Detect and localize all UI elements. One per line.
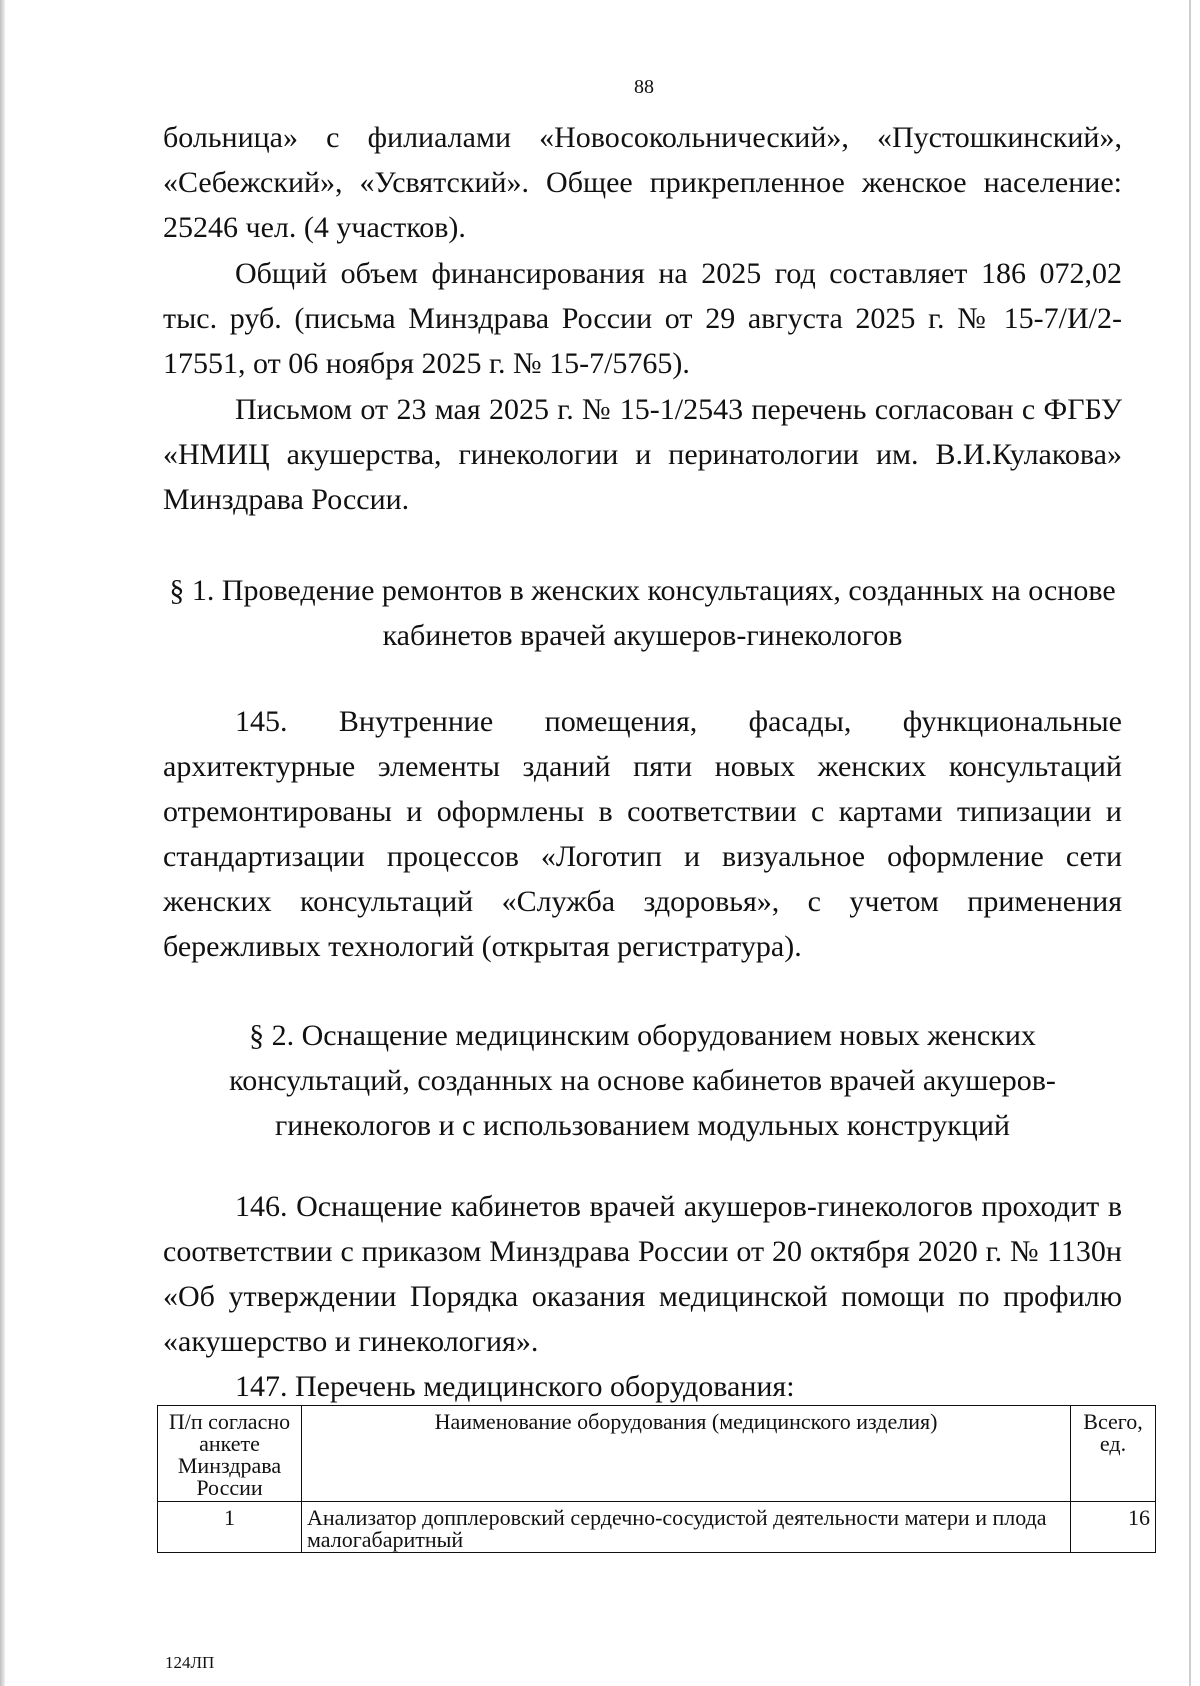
- table-header-row: [158, 1406, 1156, 1502]
- section-2-heading-line-1: § 2. Оснащение медицинским оборудованием новых женских: [249, 1019, 1036, 1052]
- row-number: 1: [158, 1502, 302, 1553]
- footer-document-code: 124ЛП: [165, 1653, 215, 1672]
- equipment-table: [157, 1405, 1156, 1553]
- section-2-heading: [163, 1013, 1122, 1148]
- row-total-units: 16: [1071, 1502, 1156, 1553]
- row-equipment-name: Анализатор допплеровский сердечно-сосудистой деятельности матери и плода малогабаритный: [302, 1502, 1071, 1553]
- section-2-heading-line-2: консультаций, созданных на основе кабинетов врачей акушеров-: [229, 1064, 1056, 1097]
- paragraph-approval: Письмом от 23 мая 2025 г. № 15-1/2543 перечень согласован с ФГБУ «НМИЦ акушерства, гинекологии и перинатологии им. В.И.Кулакова» Минздрава России.: [163, 393, 1122, 516]
- section-1-heading: [163, 568, 1122, 658]
- table-row: [158, 1502, 1156, 1553]
- paragraph-funding: Общий объем финансирования на 2025 год составляет 186 072,02 тыс. руб. (письма Минздрава России от 29 августа 2025 г. № 15-7/И/2-17551, от 06 ноября 2025 г. № 15-7/5765).: [163, 257, 1122, 380]
- scan-edge-left: [0, 0, 5, 1686]
- paragraph-146: 146. Оснащение кабинетов врачей акушеров-гинекологов проходит в соответствии с приказом Минздрава России от 20 октября 2020 г. № 1130н «Об утверждении Порядка оказания медицинской помощи по профилю «акушерство и гинекология».: [163, 1190, 1122, 1358]
- section-1-heading-line-1: § 1. Проведение ремонтов в женских консультациях, созданных на основе: [169, 574, 1116, 607]
- section-2-heading-line-3: гинекологов и с использованием модульных конструкций: [275, 1109, 1010, 1142]
- page-number: 88: [634, 76, 654, 98]
- header-equipment-name: Наименование оборудования (медицинского изделия): [302, 1406, 1071, 1502]
- paragraph-hospital-branches: больница» с филиалами «Новосокольнический», «Пустошкинский», «Себежский», «Усвятский». Общее прикрепленное женское население: 25246 чел. (4 участков).: [163, 121, 1122, 244]
- header-number: П/п согласно анкете Минздрава России: [158, 1406, 302, 1502]
- paragraph-147: 147. Перечень медицинского оборудования:: [235, 1370, 795, 1403]
- header-total-units: Всего, ед.: [1071, 1406, 1156, 1502]
- section-1-heading-line-2: кабинетов врачей акушеров-гинекологов: [382, 619, 903, 652]
- paragraph-145: 145. Внутренние помещения, фасады, функциональные архитектурные элементы зданий пяти новых женских консультаций отремонтированы и оформлены в соответствии с картами типизации и стандартизации процессов «Логотип и визуальное оформление сети женских консультаций «Служба здоровья», с учетом применения бережливых технологий (открытая регистратура).: [163, 705, 1122, 963]
- scan-edge-right: [1189, 0, 1191, 1686]
